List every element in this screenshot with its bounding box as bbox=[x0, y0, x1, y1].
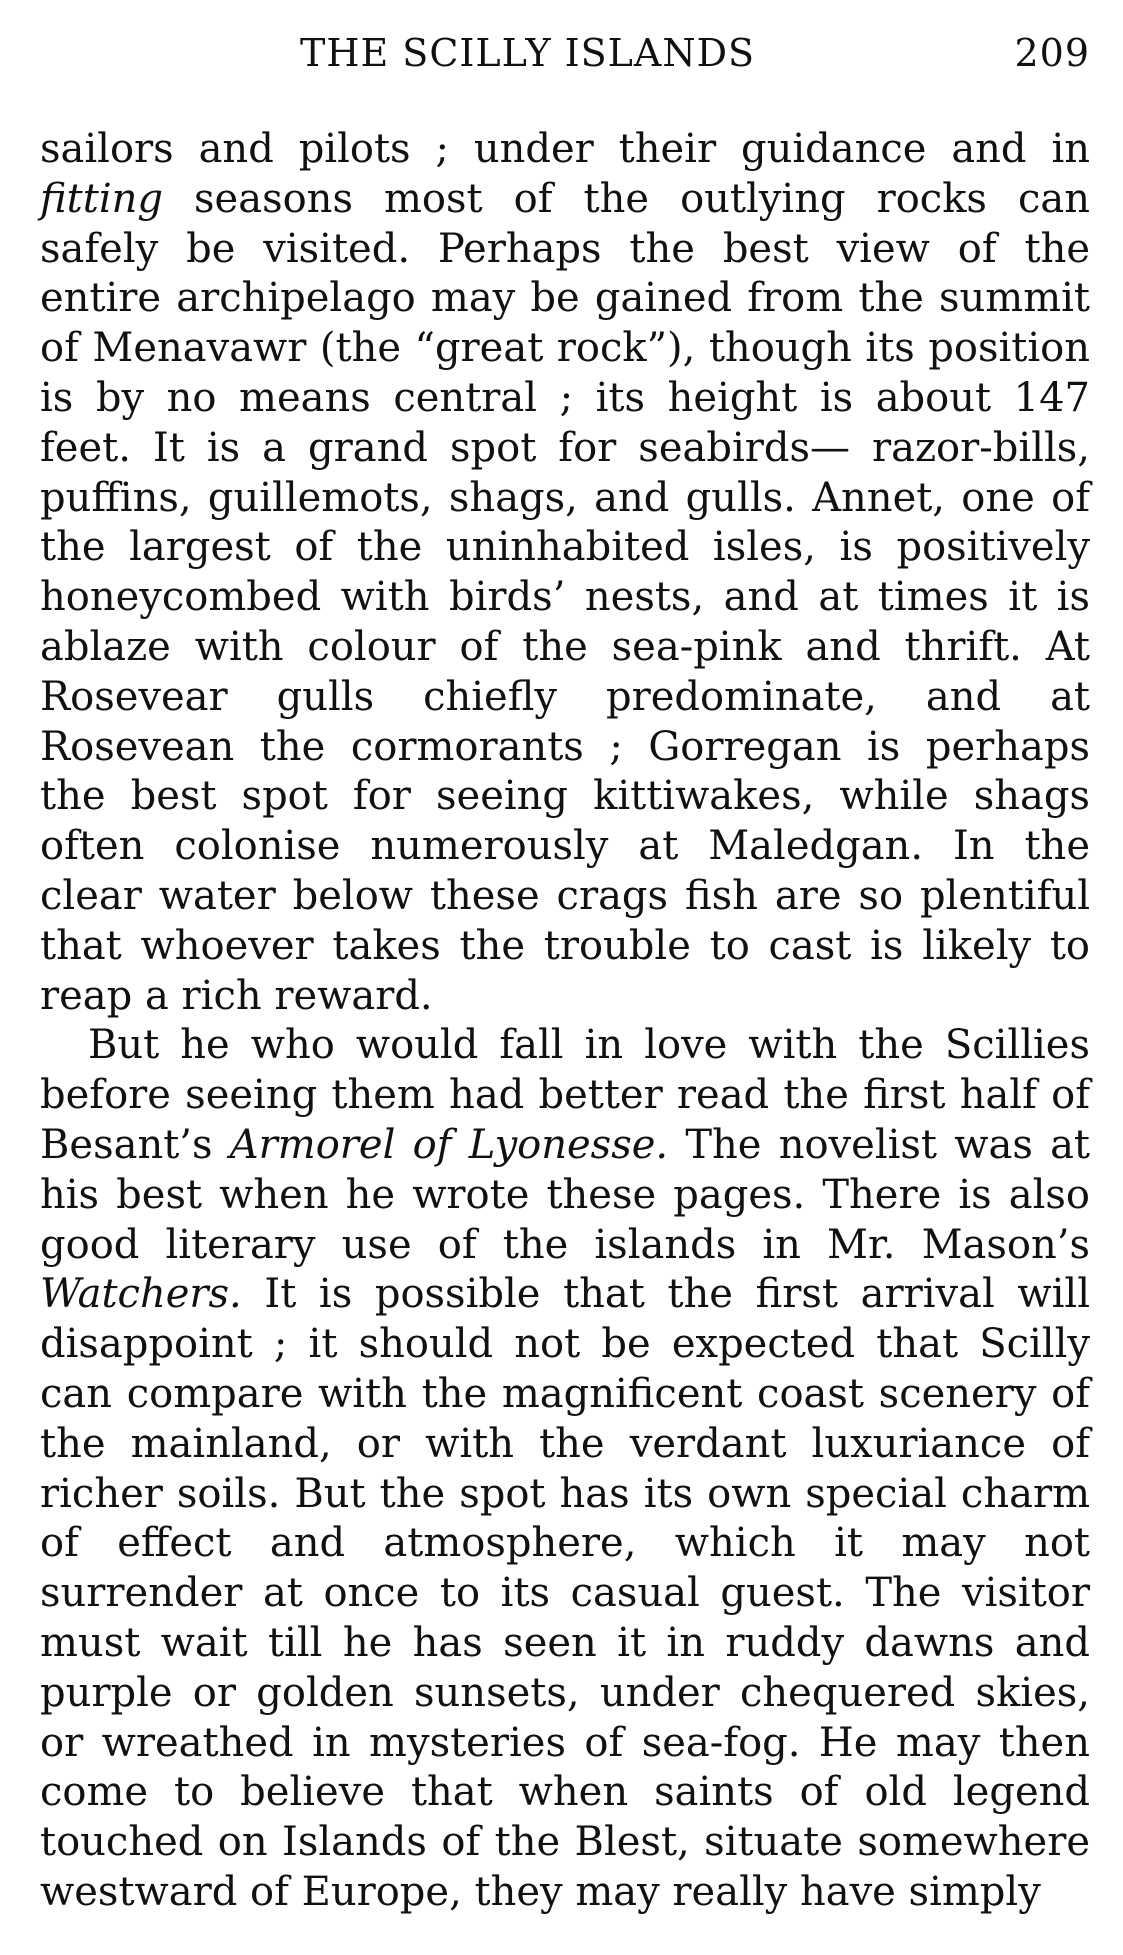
running-title: THE SCILLY ISLANDS bbox=[300, 31, 756, 75]
running-head bbox=[40, 28, 1090, 78]
paragraph-1-text-2: seasons most of the outlying rocks can safely be visited. Perhaps the best view of the entire archipelago may be gained from the summit of Menavawr (the “great rock”), though its position is by no means central ; its height is about 147 feet. It is a grand spot for seabirds— razor-bills, puffins, guillemots, shags, and gulls. Annet, one of the largest of the uninhabited isles, is positively honeycombed with birds’ nests, and at times it is ablaze with colour of the sea-pink and thrift. At Rosevear gulls chiefly predominate, and at Rosevean the cormorants ; Gorregan is perhaps the best spot for seeing kittiwakes, while shags often colonise numerously at Maledgan. In the clear water below these crags fish are so plentiful that whoever takes the trouble to cast is likely to reap a rich reward. bbox=[40, 175, 1090, 1019]
paragraph-1-italic-fitting: fitting bbox=[40, 175, 163, 222]
paragraph-2-text-1: But he who would fall in love with the Scillies before seeing them had better read the first half of Besant’s bbox=[40, 1022, 1090, 1168]
paragraph-1-text-1: sailors and pilots ; under their guidance and in bbox=[40, 126, 1090, 172]
paragraph-2 bbox=[40, 1021, 1090, 1917]
paragraph-2-text-2: The novelist was at his best when he wrote these pages. There is also good literary use of the islands in Mr. Mason’s bbox=[40, 1121, 1090, 1268]
book-title-watchers: Watchers. bbox=[40, 1271, 242, 1318]
paragraph-2-text-3: It is possible that the first arrival will disappoint ; it should not be expected that Scilly can compare with the magnificent coast scenery of the mainland, or with the verdant luxuriance of richer soils. But the spot has its own special charm of effect and atmosphere, which it may not surrender at once to its casual guest. The visitor must wait till he has seen it in ruddy dawns and purple or golden sunsets, under chequered skies, or wreathed in mysteries of sea-fog. He may then come to believe that when saints of old legend touched on Islands of the Blest, situate somewhere westward of Europe, they may really have simply bbox=[40, 1271, 1090, 1915]
book-title-armorel: Armorel of Lyonesse. bbox=[229, 1121, 669, 1168]
body-text bbox=[40, 125, 1090, 1918]
paragraph-1 bbox=[40, 125, 1090, 1021]
page-number: 209 bbox=[1014, 31, 1090, 75]
